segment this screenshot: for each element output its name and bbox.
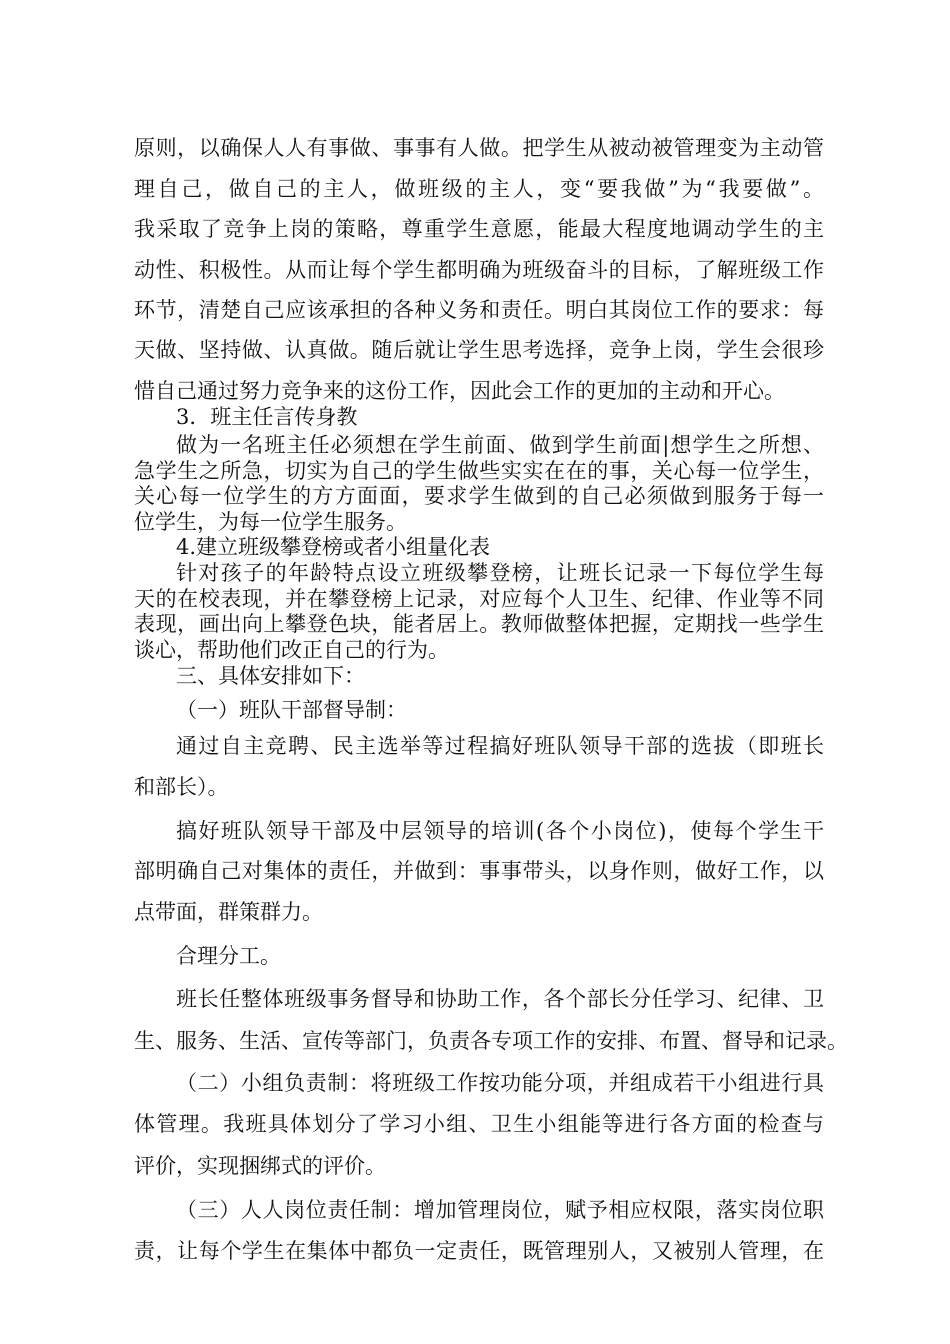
text-line: 关心每一位学生的方方面面，要求学生做到的自己必须做到服务于每一 <box>134 484 824 508</box>
section-heading: 3．班主任言传身教 <box>176 405 358 429</box>
text-line: 部明确自己对集体的责任，并做到：事事带头，以身作则，做好工作，以 <box>134 859 824 883</box>
text-line: 表现，画出向上攀登色块，能者居上。教师做整体把握，定期找一些学生 <box>134 612 824 636</box>
text-line: 原则，以确保人人有事做、事事有人做。把学生从被动被管理变为主动管 <box>134 136 824 160</box>
text-line: 环节，清楚自己应该承担的各种义务和责任。明白其岗位工作的要求：每 <box>134 298 824 322</box>
text-line: 理自己，做自己的主人，做班级的主人，变“要我做”为“我要做”。 <box>134 177 824 201</box>
text-line: 搞好班队领导干部及中层领导的培训(各个小岗位)，使每个学生干 <box>176 819 824 843</box>
section-heading: （一）班队干部督导制： <box>176 698 407 722</box>
text-line: 动性、积极性。从而让每个学生都明确为班级奋斗的目标，了解班级工作 <box>134 258 824 282</box>
text-line: 点带面，群策群力。 <box>134 900 323 924</box>
text-line: （二）小组负责制：将班级工作按功能分项，并组成若干小组进行具 <box>176 1071 824 1095</box>
section-heading: 4.建立班级攀登榜或者小组量化表 <box>176 535 491 559</box>
text-line: 天的在校表现，并在攀登榜上记录，对应每个人卫生、纪律、作业等不同 <box>134 587 824 611</box>
text-line: 针对孩子的年龄特点设立班级攀登榜，让班长记录一下每位学生每 <box>176 561 824 585</box>
text-line: 合理分工。 <box>176 944 281 968</box>
section-heading: 三、具体安排如下： <box>176 664 365 688</box>
text-line: 位学生，为每一位学生服务。 <box>134 510 407 534</box>
text-line: 评价，实现捆绑式的评价。 <box>134 1154 386 1178</box>
text-line: 和部长）。 <box>134 775 229 799</box>
text-line: 生、服务、生活、宣传等部门，负责各专项工作的安排、布置、督导和记录。 <box>134 1029 848 1053</box>
text-line: 通过自主竞聘、民主选举等过程搞好班队领导干部的选拔（即班长 <box>176 734 824 758</box>
text-line: （三）人人岗位责任制：增加管理岗位，赋予相应权限，落实岗位职 <box>176 1198 824 1222</box>
text-line: 谈心，帮助他们改正自己的行为。 <box>134 638 449 662</box>
text-line: 做为一名班主任必须想在学生前面、做到学生前面|想学生之所想、 <box>176 433 824 457</box>
text-line: 我采取了竞争上岗的策略，尊重学生意愿，能最大程度地调动学生的主 <box>134 217 824 241</box>
text-line: 体管理。我班具体划分了学习小组、卫生小组能等进行各方面的检查与 <box>134 1112 824 1136</box>
text-line: 天做、坚持做、认真做。随后就让学生思考选择，竞争上岗，学生会很珍 <box>134 338 824 362</box>
text-line: 惜自己通过努力竞争来的这份工作，因此会工作的更加的主动和开心。 <box>134 379 785 403</box>
text-line: 班长任整体班级事务督导和协助工作，各个部长分任学习、纪律、卫 <box>176 987 824 1011</box>
text-line: 责，让每个学生在集体中都负一定责任，既管理别人，又被别人管理，在 <box>134 1239 824 1263</box>
text-line: 急学生之所急，切实为自己的学生做些实实在在的事，关心每一位学生， <box>134 459 824 483</box>
